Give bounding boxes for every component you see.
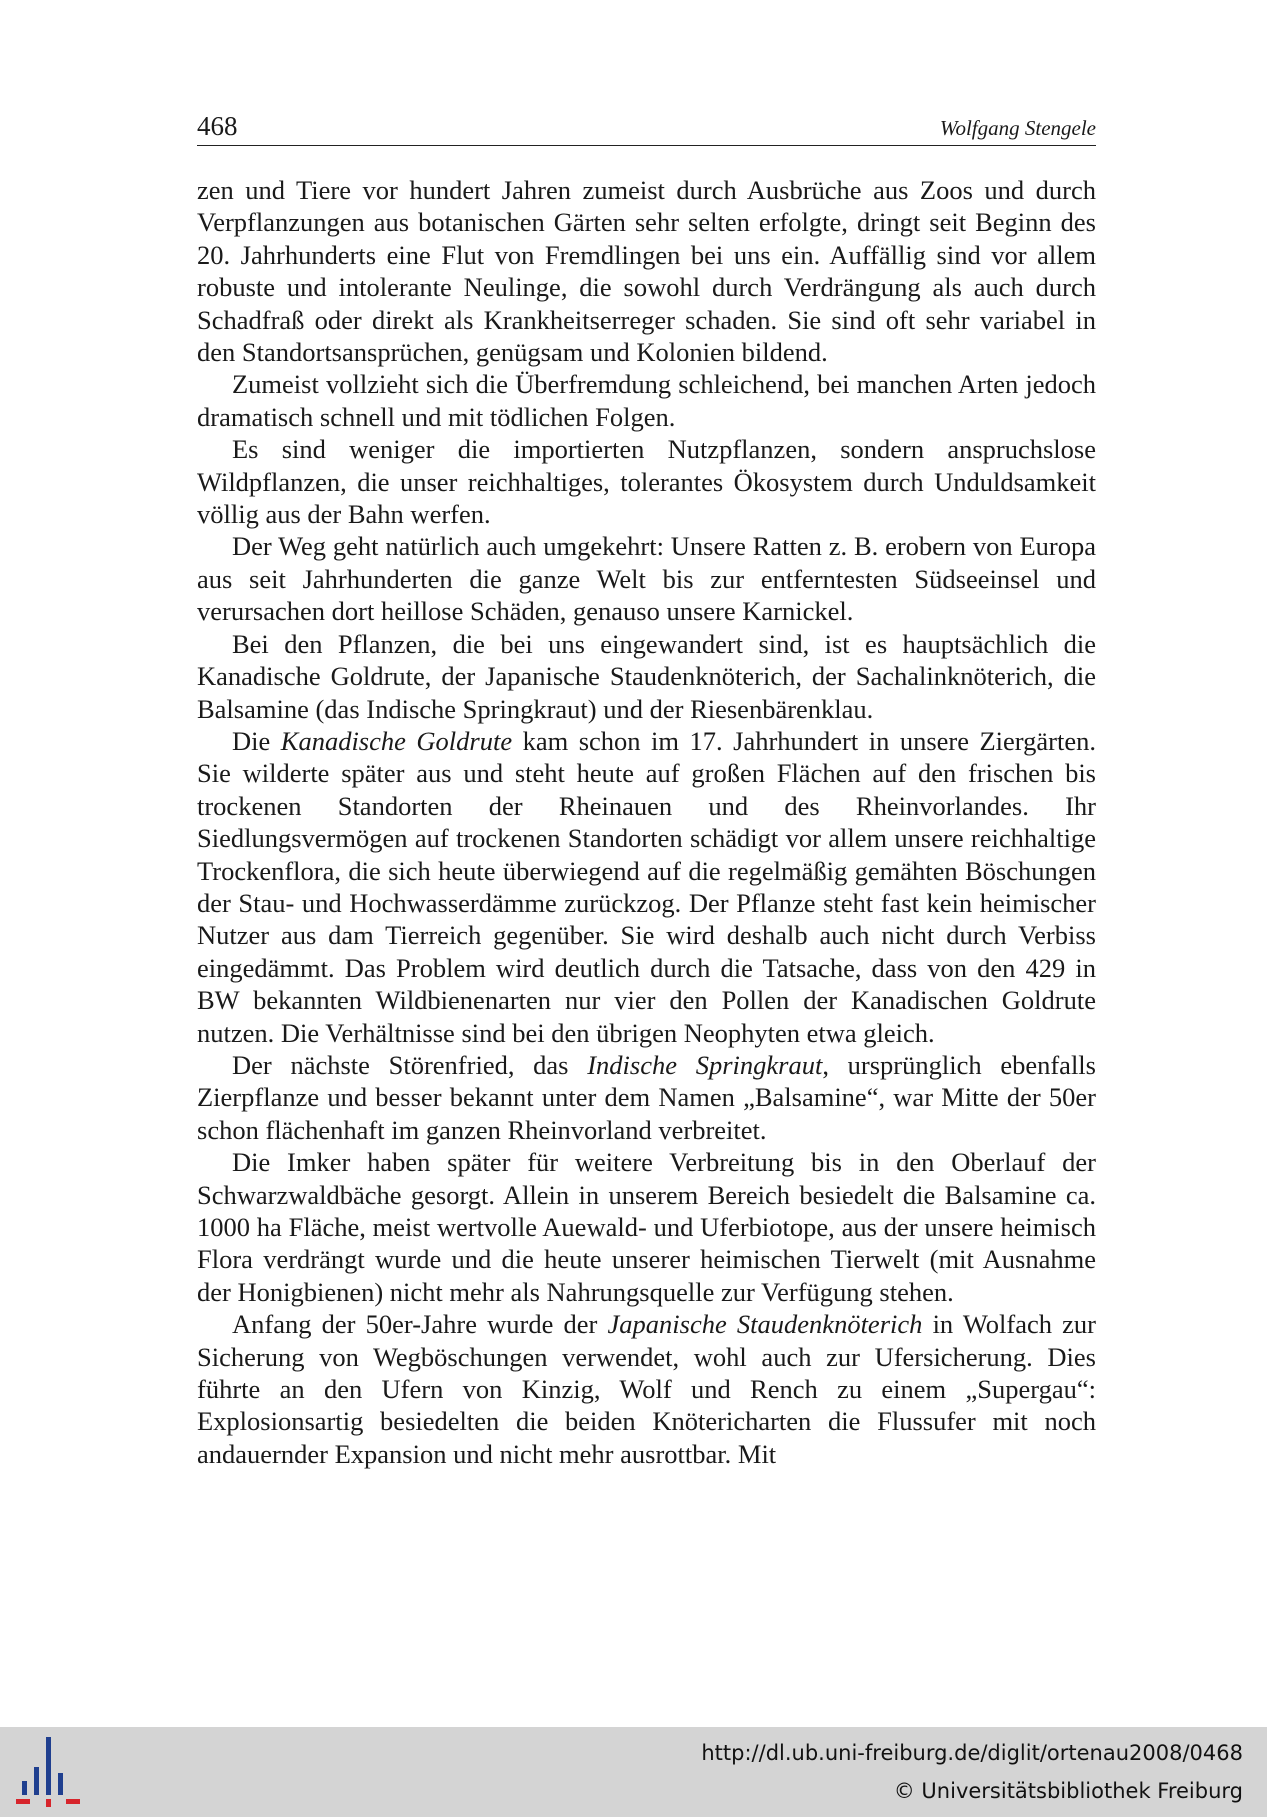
text-run: , ursprünglich ebenfalls Zierpflanze und besser bekannt unter dem Namen „Balsamine“, war Mitte der 50er schon flächenhaft im ganzen Rheinvorland verbreitet. <box>197 1049 1096 1145</box>
text-run: Anfang der 50er-Jahre wurde der <box>232 1309 608 1340</box>
paragraph <box>197 1049 1096 1146</box>
running-head-author: Wolfgang Stengele <box>939 116 1096 140</box>
header-rule <box>197 145 1096 146</box>
italic-term: Kanadische Goldrute <box>280 725 513 756</box>
page-number: 468 <box>197 111 238 141</box>
paragraph <box>197 1146 1096 1308</box>
text-run: Es sind weniger die importierten Nutzpflanzen, sondern anspruchslose Wildpflanzen, die unser reichhaltiges, tolerantes Ökosystem durch Unduldsamkeit völlig aus der Bahn werfen. <box>197 434 1096 530</box>
text-run: Die <box>232 725 281 756</box>
text-run: zen und Tiere vor hundert Jahren zumeist durch Ausbrüche aus Zoos und durch Verpflanzungen aus botanischen Gärten sehr selten erfolgte, dringt seit Beginn des 20. Jahrhunderts eine Flut von Fremdlingen bei uns ein. Auffällig sind vor allem robuste und intolerante Neulinge, die sowohl durch Verdrängung als auch durch Schadfraß oder direkt als Krankheitserreger schaden. Sie sind oft sehr variabel in den Standortsansprüchen, genügsam und Kolonien bildend. <box>197 175 1096 368</box>
text-run: kam schon im 17. Jahrhundert in unsere Ziergärten. Sie wilderte später aus und steht heute auf großen Flächen auf den frischen bis trockenen Standorten der Rheinauen und des Rheinvorlandes. Ihr Siedlungsvermögen auf trockenen Standorten schädigt vor allem unsere reichhaltige Trockenflora, die sich heute überwiegend auf die regelmäßig gemähten Böschungen der Stau- und Hochwasserdämme zurückzog. Der Pflanze steht fast kein heimischer Nutzer aus dam Tierreich gegenüber. Sie wird deshalb auch nicht durch Verbiss eingedämmt. Das Problem wird deutlich durch die Tatsache, dass von den 429 in BW bekannten Wildbienenarten nur vier den Pollen der Kanadischen Goldrute nutzen. Die Verhältnisse sind bei den übrigen Neophyten etwa gleich. <box>197 725 1096 1048</box>
paragraph <box>197 1308 1096 1470</box>
paragraph <box>197 368 1096 433</box>
text-run: Der Weg geht natürlich auch umgekehrt: Unsere Ratten z. B. erobern von Europa aus seit Jahrhunderten die ganze Welt bis zur entferntesten Südseeinsel und verursachen dort heillose Schäden, genauso unsere Karnickel. <box>197 531 1096 627</box>
paragraph <box>197 433 1096 530</box>
text-run: Zumeist vollzieht sich die Überfremdung schleichend, bei manchen Arten jedoch dramatisch schnell und mit tödlichen Folgen. <box>197 369 1096 432</box>
text-run: Der nächste Störenfried, das <box>232 1049 588 1080</box>
source-url-link[interactable]: http://dl.ub.uni-freiburg.de/diglit/ortenau2008/0468 <box>701 1741 1243 1765</box>
text-run: in Wolfach zur Sicherung von Wegböschungen verwendet, wohl auch zur Ufersicherung. Dies führte an den Ufern von Kinzig, Wolf und Rench zu einem „Supergau“: Explosionsartig besiedelten die beiden Knötericharten die Flussufer mit noch andauernder Expansion und nicht mehr ausrottbar. Mit <box>197 1309 1096 1469</box>
text-run: Bei den Pflanzen, die bei uns eingewandert sind, ist es hauptsächlich die Kanadische Goldrute, der Japanische Staudenknöterich, der Sachalinknöterich, die Balsamine (das Indische Springkraut) und der Riesenbärenklau. <box>197 628 1096 724</box>
paragraph <box>197 174 1096 368</box>
italic-term: Japanische Staudenknöterich <box>607 1309 923 1340</box>
paragraph <box>197 628 1096 725</box>
library-logo-icon <box>16 1737 80 1807</box>
paragraph <box>197 725 1096 1049</box>
body-text <box>197 174 1096 1470</box>
text-run: Die Imker haben später für weitere Verbreitung bis in den Oberlauf der Schwarzwaldbäche gesorgt. Allein in unserem Bereich besiedelt die Balsamine ca. 1000 ha Fläche, meist wertvolle Auewald- und Uferbiotope, aus der unsere heimisch Flora verdrängt wurde und die heute unserer heimischen Tierwelt (mit Ausnahme der Honigbienen) nicht mehr als Nahrungsquelle zur Verfügung stehen. <box>197 1147 1096 1307</box>
copyright-notice: © Universitätsbibliothek Freiburg <box>893 1779 1243 1803</box>
footer-bar <box>0 1727 1267 1817</box>
paragraph <box>197 530 1096 627</box>
italic-term: Indische Springkraut <box>587 1049 823 1080</box>
